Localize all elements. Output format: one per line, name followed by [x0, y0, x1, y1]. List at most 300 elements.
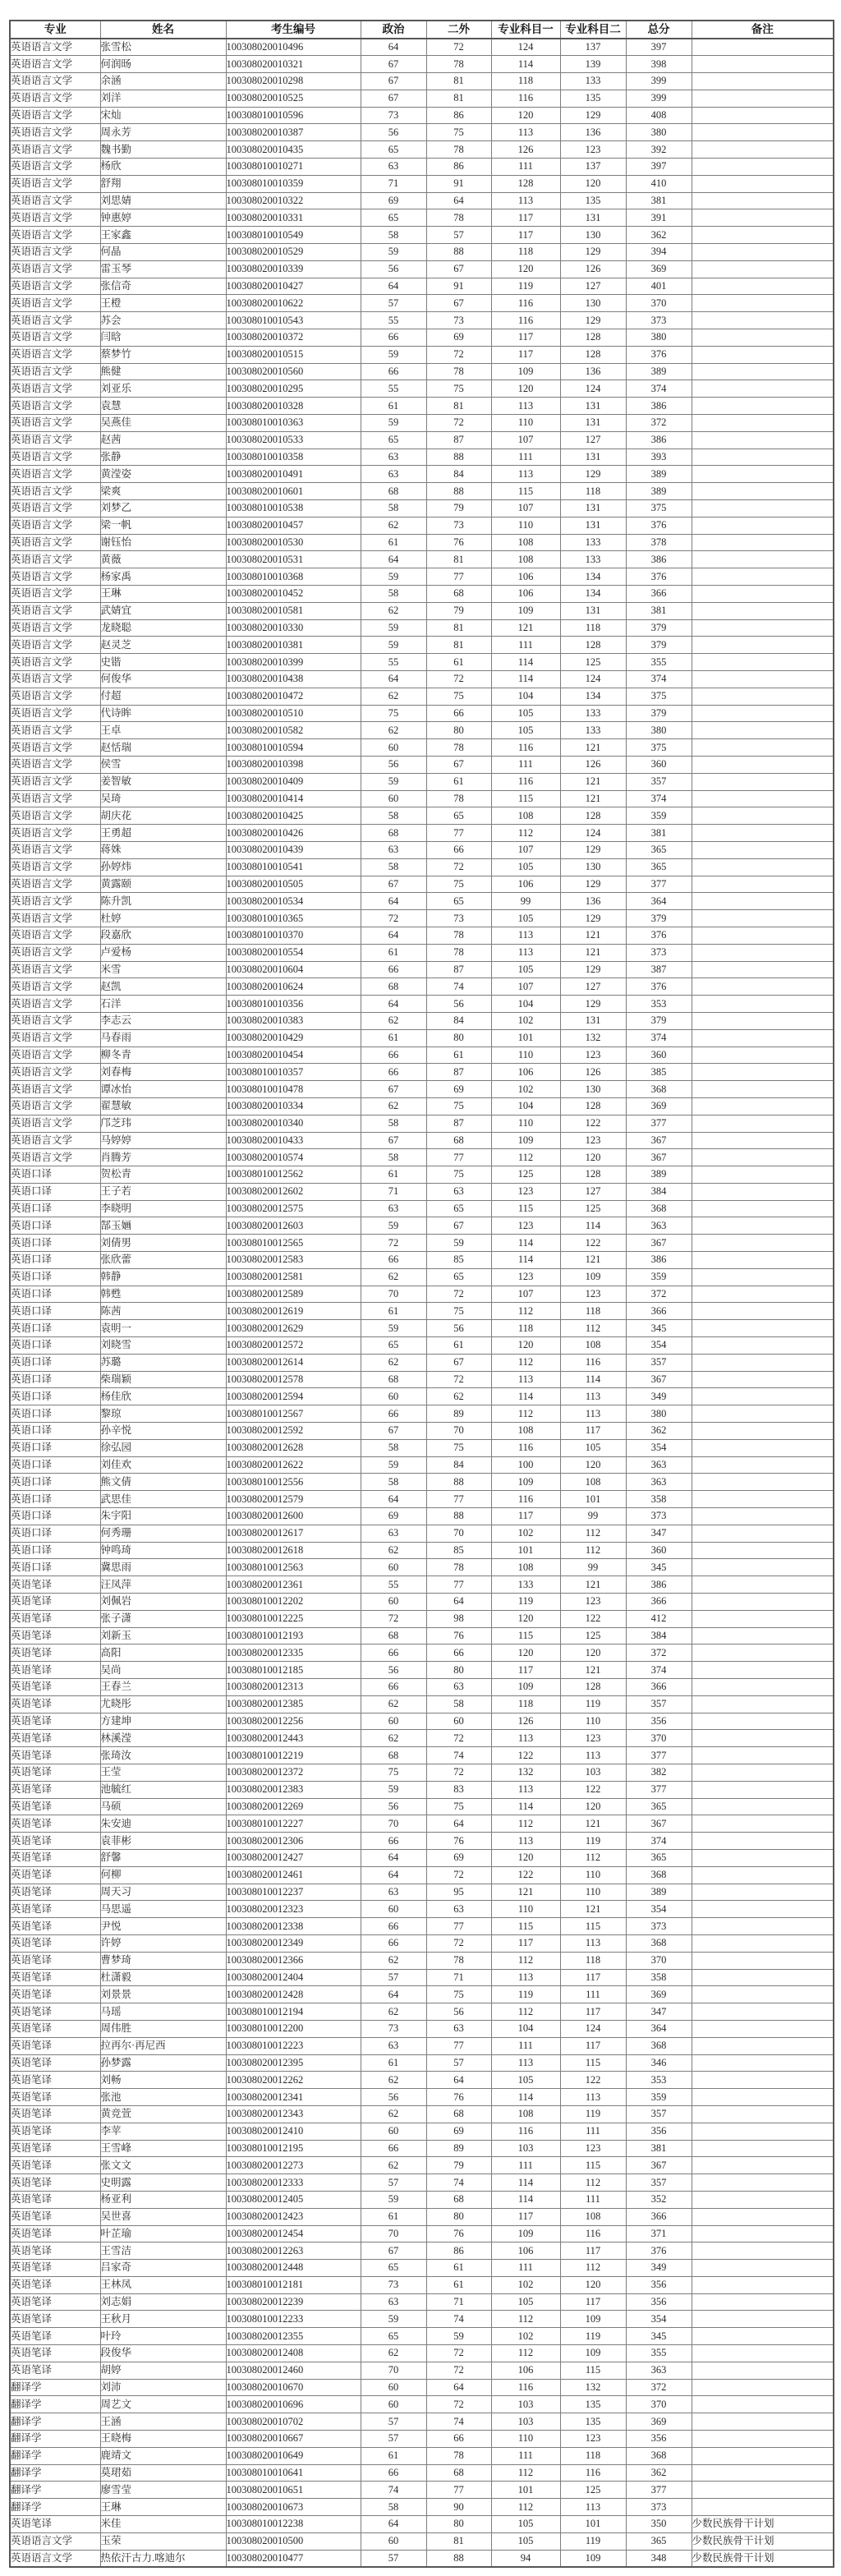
cell-second-language: 72: [426, 346, 491, 363]
cell-subject1: 105: [491, 2072, 560, 2089]
cell-name: 舒馨: [100, 1849, 226, 1866]
cell-id: 100308020010515: [226, 346, 361, 363]
cell-major: 英语语言文学: [10, 2532, 100, 2550]
cell-major: 英语语言文学: [10, 448, 100, 466]
cell-remark: [692, 363, 834, 380]
cell-major: 英语语言文学: [10, 73, 100, 90]
cell-major: 英语语言文学: [10, 688, 100, 705]
cell-name: 周天习: [100, 1884, 226, 1901]
table-row: [10, 2550, 834, 2567]
cell-name: 雷玉琴: [100, 260, 226, 278]
cell-name: 胡庆花: [100, 807, 226, 825]
cell-total: 363: [626, 1217, 692, 1235]
cell-total: 370: [626, 1952, 692, 1969]
cell-subject1: 99: [491, 893, 560, 910]
cell-politics: 64: [361, 2516, 426, 2533]
cell-total: 356: [626, 2123, 692, 2140]
cell-name: 邝芝玮: [100, 1115, 226, 1132]
cell-second-language: 67: [426, 295, 491, 312]
cell-id: 100308020012575: [226, 1200, 361, 1217]
cell-subject1: 115: [491, 1627, 560, 1644]
cell-subject2: 129: [560, 910, 626, 927]
cell-subject2: 128: [560, 346, 626, 363]
cell-second-language: 81: [426, 398, 491, 415]
cell-politics: 65: [361, 2328, 426, 2345]
cell-major: 英语笔译: [10, 1986, 100, 2003]
cell-major: 英语笔译: [10, 2260, 100, 2277]
cell-subject1: 112: [491, 1405, 560, 1423]
cell-subject1: 104: [491, 996, 560, 1013]
cell-name: 史锴: [100, 654, 226, 671]
cell-total: 371: [626, 2225, 692, 2242]
cell-total: 345: [626, 1320, 692, 1337]
cell-second-language: 79: [426, 500, 491, 518]
cell-second-language: 69: [426, 2123, 491, 2140]
cell-second-language: 57: [426, 2054, 491, 2072]
cell-id: 100308020010340: [226, 1115, 361, 1132]
cell-remark: [692, 534, 834, 551]
cell-politics: 64: [361, 996, 426, 1013]
cell-subject2: 99: [560, 1559, 626, 1576]
cell-politics: 58: [361, 858, 426, 876]
cell-subject1: 112: [491, 1815, 560, 1833]
cell-second-language: 73: [426, 910, 491, 927]
cell-subject1: 117: [491, 329, 560, 347]
cell-remark: [692, 722, 834, 739]
cell-subject2: 120: [560, 175, 626, 192]
cell-total: 368: [626, 1200, 692, 1217]
cell-second-language: 79: [426, 602, 491, 619]
cell-second-language: 83: [426, 1781, 491, 1798]
cell-remark: [692, 1781, 834, 1798]
cell-second-language: 72: [426, 670, 491, 688]
cell-id: 100308020012448: [226, 2260, 361, 2277]
cell-politics: 62: [361, 722, 426, 739]
cell-subject1: 116: [491, 1439, 560, 1456]
cell-subject1: 124: [491, 39, 560, 56]
cell-second-language: 68: [426, 586, 491, 603]
cell-id: 100308020010624: [226, 978, 361, 996]
cell-subject2: 111: [560, 2123, 626, 2140]
cell-major: 英语语言文学: [10, 56, 100, 73]
cell-total: 353: [626, 996, 692, 1013]
cell-id: 100308020012454: [226, 2225, 361, 2242]
table-row: [10, 1354, 834, 1371]
cell-major: 英语语言文学: [10, 978, 100, 996]
cell-politics: 66: [361, 1679, 426, 1696]
cell-name: 刘思婧: [100, 192, 226, 209]
cell-remark: [692, 2157, 834, 2174]
cell-politics: 68: [361, 825, 426, 842]
table-row: [10, 363, 834, 380]
cell-second-language: 72: [426, 1934, 491, 1952]
cell-second-language: 76: [426, 2225, 491, 2242]
cell-second-language: 64: [426, 1815, 491, 1833]
cell-politics: 63: [361, 466, 426, 483]
cell-total: 347: [626, 2003, 692, 2021]
table-row: [10, 1815, 834, 1833]
cell-id: 100308020012423: [226, 2208, 361, 2225]
cell-name: 黄竞萱: [100, 2105, 226, 2123]
cell-politics: 65: [361, 431, 426, 448]
cell-subject1: 109: [491, 1474, 560, 1491]
cell-subject2: 121: [560, 1662, 626, 1679]
cell-name: 刘佩岩: [100, 1594, 226, 1611]
cell-name: 赵茜: [100, 431, 226, 448]
cell-subject2: 132: [560, 2379, 626, 2396]
cell-name: 柴瑞颖: [100, 1371, 226, 1388]
cell-major: 英语语言文学: [10, 398, 100, 415]
cell-total: 374: [626, 1662, 692, 1679]
cell-politics: 66: [361, 363, 426, 380]
cell-id: 100308010012565: [226, 1235, 361, 1252]
cell-subject1: 115: [491, 1200, 560, 1217]
cell-second-language: 67: [426, 260, 491, 278]
cell-total: 366: [626, 1594, 692, 1611]
cell-name: 李志云: [100, 1012, 226, 1029]
cell-name: 张子潇: [100, 1610, 226, 1627]
cell-name: 何润旸: [100, 56, 226, 73]
cell-name: 王琳: [100, 586, 226, 603]
cell-name: 柳冬青: [100, 1046, 226, 1064]
cell-id: 100308010010271: [226, 159, 361, 176]
cell-second-language: 77: [426, 1576, 491, 1594]
cell-subject2: 131: [560, 398, 626, 415]
table-row: [10, 756, 834, 773]
cell-major: 英语语言文学: [10, 192, 100, 209]
cell-politics: 56: [361, 1798, 426, 1815]
table-row: [10, 2431, 834, 2448]
table-row: [10, 2379, 834, 2396]
cell-major: 英语口译: [10, 1388, 100, 1405]
cell-major: 英语笔译: [10, 1866, 100, 1884]
table-row: [10, 586, 834, 603]
cell-politics: 60: [361, 1901, 426, 1918]
cell-major: 英语语言文学: [10, 1012, 100, 1029]
cell-remark: [692, 756, 834, 773]
cell-second-language: 88: [426, 244, 491, 261]
cell-name: 尹悦: [100, 1918, 226, 1935]
cell-subject1: 113: [491, 1833, 560, 1850]
cell-subject1: 118: [491, 1695, 560, 1713]
cell-major: 英语口译: [10, 1303, 100, 1320]
cell-subject1: 110: [491, 1901, 560, 1918]
cell-second-language: 88: [426, 483, 491, 500]
cell-subject2: 113: [560, 1747, 626, 1764]
cell-total: 386: [626, 551, 692, 568]
cell-major: 翻译学: [10, 2413, 100, 2431]
cell-name: 苏会: [100, 312, 226, 329]
cell-second-language: 68: [426, 2105, 491, 2123]
cell-remark: [692, 2464, 834, 2482]
cell-subject2: 108: [560, 2208, 626, 2225]
table-row: [10, 380, 834, 398]
cell-second-language: 77: [426, 1149, 491, 1166]
cell-major: 英语语言文学: [10, 1115, 100, 1132]
cell-remark: [692, 1474, 834, 1491]
cell-id: 100308010012195: [226, 2140, 361, 2157]
cell-politics: 70: [361, 1815, 426, 1833]
cell-second-language: 70: [426, 1423, 491, 1440]
table-row: [10, 1798, 834, 1815]
cell-id: 100308020012273: [226, 2157, 361, 2174]
cell-subject2: 129: [560, 312, 626, 329]
cell-name: 卢爱杨: [100, 944, 226, 961]
cell-name: 赵灵芝: [100, 637, 226, 654]
cell-subject1: 107: [491, 431, 560, 448]
cell-major: 英语语言文学: [10, 159, 100, 176]
cell-subject2: 131: [560, 500, 626, 518]
cell-id: 100308010012238: [226, 2516, 361, 2533]
cell-major: 英语笔译: [10, 1662, 100, 1679]
cell-name: 刘畅: [100, 2072, 226, 2089]
cell-total: 366: [626, 586, 692, 603]
cell-major: 英语语言文学: [10, 1046, 100, 1064]
cell-name: 刘亚乐: [100, 380, 226, 398]
cell-remark: [692, 1439, 834, 1456]
cell-id: 100308020012366: [226, 1952, 361, 1969]
cell-remark: [692, 2089, 834, 2106]
cell-subject2: 133: [560, 705, 626, 722]
cell-subject2: 112: [560, 1525, 626, 1542]
cell-subject2: 127: [560, 278, 626, 295]
cell-subject1: 107: [491, 978, 560, 996]
cell-subject2: 117: [560, 2037, 626, 2054]
cell-name: 袁慧: [100, 398, 226, 415]
table-row: [10, 1866, 834, 1884]
cell-remark: [692, 1644, 834, 1662]
cell-total: 386: [626, 431, 692, 448]
cell-remark: [692, 688, 834, 705]
cell-total: 367: [626, 2157, 692, 2174]
cell-name: 刘梦乙: [100, 500, 226, 518]
cell-remark: [692, 2037, 834, 2054]
cell-subject1: 113: [491, 124, 560, 141]
cell-subject2: 114: [560, 1371, 626, 1388]
cell-remark: [692, 1969, 834, 1986]
cell-id: 100308020012262: [226, 2072, 361, 2089]
cell-second-language: 77: [426, 568, 491, 586]
cell-id: 100308020012618: [226, 1542, 361, 1559]
table-row: [10, 1884, 834, 1901]
cell-subject1: 116: [491, 295, 560, 312]
cell-remark: [692, 1884, 834, 1901]
cell-id: 100308010010358: [226, 448, 361, 466]
cell-name: 吴燕佳: [100, 415, 226, 432]
table-row: [10, 807, 834, 825]
cell-id: 100308020010439: [226, 841, 361, 858]
cell-major: 英语语言文学: [10, 278, 100, 295]
cell-major: 英语笔译: [10, 2140, 100, 2157]
cell-remark: [692, 398, 834, 415]
cell-remark: [692, 2140, 834, 2157]
cell-major: 英语口译: [10, 1286, 100, 1303]
cell-subject2: 121: [560, 790, 626, 807]
cell-second-language: 78: [426, 2447, 491, 2464]
cell-subject2: 131: [560, 517, 626, 534]
cell-id: 100308020012306: [226, 1833, 361, 1850]
cell-remark: [692, 2413, 834, 2431]
cell-id: 100308020010372: [226, 329, 361, 347]
table-row: [10, 1423, 834, 1440]
cell-id: 100308020010534: [226, 893, 361, 910]
cell-total: 362: [626, 227, 692, 244]
cell-subject2: 131: [560, 209, 626, 227]
cell-major: 英语语言文学: [10, 739, 100, 757]
cell-total: 373: [626, 944, 692, 961]
cell-total: 389: [626, 1166, 692, 1184]
cell-major: 英语笔译: [10, 1969, 100, 1986]
cell-politics: 61: [361, 2447, 426, 2464]
cell-id: 100308020012343: [226, 2105, 361, 2123]
cell-major: 英语语言文学: [10, 431, 100, 448]
cell-subject2: 120: [560, 1798, 626, 1815]
cell-politics: 67: [361, 90, 426, 107]
table-row: [10, 2003, 834, 2021]
table-row: [10, 2482, 834, 2499]
table-row: [10, 2532, 834, 2550]
table-row: [10, 688, 834, 705]
cell-id: 100308020010427: [226, 278, 361, 295]
cell-major: 英语口译: [10, 1474, 100, 1491]
cell-second-language: 74: [426, 978, 491, 996]
cell-id: 100308020012579: [226, 1491, 361, 1508]
cell-subject1: 126: [491, 141, 560, 159]
cell-total: 349: [626, 1388, 692, 1405]
cell-id: 100308020010581: [226, 602, 361, 619]
cell-subject2: 121: [560, 1252, 626, 1269]
cell-major: 英语语言文学: [10, 483, 100, 500]
cell-name: 莫珺茹: [100, 2464, 226, 2482]
cell-id: 100308020010438: [226, 670, 361, 688]
cell-remark: [692, 2396, 834, 2413]
table-row: [10, 2191, 834, 2208]
cell-subject2: 116: [560, 2464, 626, 2482]
table-row: [10, 244, 834, 261]
cell-subject1: 106: [491, 1064, 560, 1081]
cell-major: 英语语言文学: [10, 996, 100, 1013]
cell-politics: 63: [361, 159, 426, 176]
cell-subject2: 139: [560, 56, 626, 73]
cell-name: 王琳: [100, 2499, 226, 2516]
cell-second-language: 91: [426, 278, 491, 295]
cell-major: 英语语言文学: [10, 1064, 100, 1081]
cell-id: 100308010010359: [226, 175, 361, 192]
table-row: [10, 466, 834, 483]
cell-subject2: 119: [560, 2105, 626, 2123]
cell-remark: [692, 1012, 834, 1029]
cell-second-language: 65: [426, 1200, 491, 1217]
cell-second-language: 81: [426, 619, 491, 637]
cell-remark: [692, 1337, 834, 1355]
cell-major: 英语语言文学: [10, 756, 100, 773]
cell-id: 100308020012629: [226, 1320, 361, 1337]
cell-total: 375: [626, 688, 692, 705]
cell-total: 372: [626, 2379, 692, 2396]
cell-total: 374: [626, 670, 692, 688]
col-header-subject1: 专业科目一: [491, 21, 560, 39]
cell-total: 365: [626, 1849, 692, 1866]
table-row: [10, 551, 834, 568]
cell-remark: [692, 2208, 834, 2225]
cell-remark: [692, 568, 834, 586]
cell-name: 钟惠婷: [100, 209, 226, 227]
cell-subject2: 123: [560, 141, 626, 159]
table-body: [10, 39, 834, 2567]
cell-id: 100308020012383: [226, 1781, 361, 1798]
cell-second-language: 72: [426, 39, 491, 56]
cell-id: 100308010012194: [226, 2003, 361, 2021]
cell-id: 100308020012628: [226, 1439, 361, 1456]
cell-second-language: 61: [426, 773, 491, 790]
table-row: [10, 2328, 834, 2345]
cell-name: 刘佳欢: [100, 1456, 226, 1474]
cell-major: 英语口译: [10, 1371, 100, 1388]
cell-subject1: 104: [491, 688, 560, 705]
cell-name: 周伟胜: [100, 2020, 226, 2037]
cell-second-language: 87: [426, 961, 491, 978]
cell-major: 英语语言文学: [10, 654, 100, 671]
cell-total: 369: [626, 1986, 692, 2003]
cell-subject1: 117: [491, 1934, 560, 1952]
cell-remark: [692, 227, 834, 244]
cell-subject2: 101: [560, 2516, 626, 2533]
cell-id: 100308010010357: [226, 1064, 361, 1081]
cell-subject2: 124: [560, 670, 626, 688]
table-row: [10, 1474, 834, 1491]
cell-name: 叶芷瑜: [100, 2225, 226, 2242]
cell-second-language: 63: [426, 1679, 491, 1696]
cell-subject1: 113: [491, 1969, 560, 1986]
cell-major: 英语笔译: [10, 2328, 100, 2345]
cell-name: 廖雪莹: [100, 2482, 226, 2499]
cell-total: 356: [626, 1713, 692, 1730]
cell-politics: 64: [361, 1866, 426, 1884]
cell-total: 401: [626, 278, 692, 295]
cell-subject2: 117: [560, 2293, 626, 2311]
cell-subject2: 118: [560, 1303, 626, 1320]
cell-total: 356: [626, 2431, 692, 2448]
cell-subject1: 113: [491, 1371, 560, 1388]
cell-major: 英语口译: [10, 1508, 100, 1525]
cell-second-language: 78: [426, 56, 491, 73]
cell-politics: 59: [361, 244, 426, 261]
cell-major: 英语语言文学: [10, 602, 100, 619]
cell-name: 王林凤: [100, 2276, 226, 2293]
cell-id: 100308010012567: [226, 1405, 361, 1423]
cell-total: 357: [626, 773, 692, 790]
cell-subject1: 103: [491, 2140, 560, 2157]
cell-total: 385: [626, 1064, 692, 1081]
table-row: [10, 346, 834, 363]
cell-subject1: 116: [491, 90, 560, 107]
cell-politics: 71: [361, 175, 426, 192]
cell-total: 359: [626, 1268, 692, 1286]
cell-second-language: 72: [426, 415, 491, 432]
cell-remark: [692, 192, 834, 209]
cell-total: 366: [626, 2208, 692, 2225]
cell-remark: [692, 2105, 834, 2123]
cell-remark: [692, 1542, 834, 1559]
cell-id: 100308020012589: [226, 1286, 361, 1303]
cell-id: 100308020012617: [226, 1525, 361, 1542]
cell-total: 358: [626, 1969, 692, 1986]
table-row: [10, 295, 834, 312]
cell-second-language: 69: [426, 1081, 491, 1098]
cell-second-language: 86: [426, 107, 491, 124]
cell-second-language: 95: [426, 1884, 491, 1901]
cell-remark: [692, 1354, 834, 1371]
